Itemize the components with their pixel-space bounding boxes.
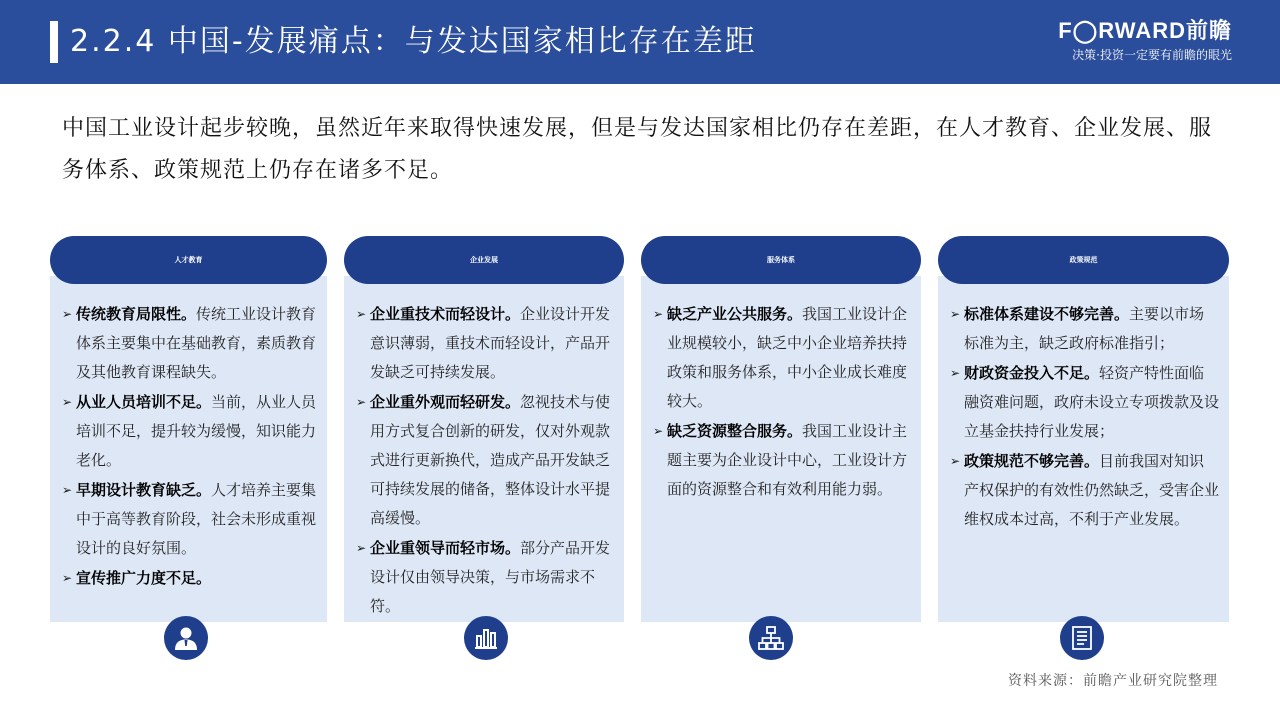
- item-text: 目前我国对知识产权保护的有效性仍然缺乏，受害企业维权成本过高，不利于产业发展。: [964, 452, 1220, 528]
- arrow-bullet-icon: ➢: [950, 366, 961, 380]
- list-item: [950, 300, 1219, 358]
- list-item: [356, 300, 614, 387]
- item-text: 忽视技术与使用方式复合创新的研发，仅对外观款式进行更新换代，造成产品开发缺乏可持续发展的储备，整体设计水平提高缓慢。: [370, 393, 611, 527]
- title-accent-bar: [50, 21, 58, 63]
- arrow-bullet-icon: ➢: [950, 307, 961, 321]
- intro-paragraph: 中国工业设计起步较晚，虽然近年来取得快速发展，但是与发达国家相比仍存在差距，在人才教育、企业发展、服务体系、政策规范上仍存在诸多不足。: [62, 116, 1213, 183]
- arrow-bullet-icon: ➢: [356, 541, 367, 555]
- logo-wordmark: F◯RWARD前瞻: [1058, 18, 1232, 43]
- item-text: 我国工业设计企业规模较小，缺乏中小企业培养扶持政策和服务体系，中小企业成长难度较大。: [667, 305, 908, 410]
- arrow-bullet-icon: ➢: [62, 571, 73, 585]
- list-item: [653, 417, 911, 504]
- brand-logo: [1058, 18, 1232, 64]
- list-item: [356, 534, 614, 621]
- document-icon: [1060, 616, 1104, 660]
- list-item: [62, 476, 317, 563]
- card-title-pill: 企业发展: [344, 236, 624, 284]
- arrow-bullet-icon: ➢: [950, 454, 961, 468]
- item-heading: 缺乏资源整合服务。: [667, 422, 803, 440]
- arrow-bullet-icon: ➢: [62, 307, 73, 321]
- list-item: [653, 300, 911, 416]
- card-enterprise-development: [344, 236, 624, 622]
- item-heading: 企业重外观而轻研发。: [370, 393, 521, 411]
- item-heading: 传统教育局限性。: [76, 305, 197, 323]
- list-item: [950, 359, 1219, 446]
- card-title-pill: 政策规范: [938, 236, 1229, 284]
- item-text: 当前，从业人员培训不足，提升较为缓慢，知识能力老化。: [76, 393, 317, 469]
- item-heading: 财政资金投入不足。: [964, 364, 1100, 382]
- item-text: 企业设计开发意识薄弱，重技术而轻设计，产品开发缺乏可持续发展。: [370, 305, 611, 381]
- item-heading: 缺乏产业公共服务。: [667, 305, 803, 323]
- item-text: 轻资产特性面临融资难问题，政府未设立专项拨款及设立基金扶持行业发展；: [964, 364, 1220, 440]
- arrow-bullet-icon: ➢: [653, 424, 664, 438]
- arrow-bullet-icon: ➢: [62, 483, 73, 497]
- page-title: 2.2.4 中国-发展痛点：与发达国家相比存在差距: [70, 24, 757, 59]
- arrow-bullet-icon: ➢: [356, 395, 367, 409]
- card-item-list: [950, 300, 1219, 535]
- item-heading: 企业重领导而轻市场。: [370, 539, 521, 557]
- card-item-list: [62, 300, 317, 594]
- arrow-bullet-icon: ➢: [653, 307, 664, 321]
- card-talent-education: [50, 236, 327, 622]
- arrow-bullet-icon: ➢: [356, 307, 367, 321]
- item-text: 我国工业设计主题主要为企业设计中心，工业设计方面的资源整合和有效利用能力弱。: [667, 422, 908, 498]
- item-text: 部分产品开发设计仅由领导决策，与市场需求不符。: [370, 539, 611, 615]
- item-heading: 政策规范不够完善。: [964, 452, 1100, 470]
- item-heading: 宣传推广力度不足。: [76, 569, 212, 587]
- item-heading: 企业重技术而轻设计。: [370, 305, 521, 323]
- card-title-pill: 人才教育: [50, 236, 327, 284]
- bar-chart-icon: [464, 616, 508, 660]
- item-heading: 从业人员培训不足。: [76, 393, 212, 411]
- item-text: 人才培养主要集中于高等教育阶段，社会未形成重视设计的良好氛围。: [76, 481, 317, 557]
- org-chart-icon: [749, 616, 793, 660]
- item-text: 传统工业设计教育体系主要集中在基础教育，素质教育及其他教育课程缺失。: [76, 305, 317, 381]
- list-item: [62, 564, 317, 593]
- card-policy-regulation: [938, 236, 1229, 622]
- arrow-bullet-icon: ➢: [62, 395, 73, 409]
- header-banner: [0, 0, 1280, 84]
- item-heading: 早期设计教育缺乏。: [76, 481, 212, 499]
- card-item-list: [653, 300, 911, 505]
- card-service-system: [641, 236, 921, 622]
- list-item: [62, 300, 317, 387]
- card-title-pill: 服务体系: [641, 236, 921, 284]
- source-note: 资料来源：前瞻产业研究院整理: [1008, 673, 1218, 689]
- card-item-list: [356, 300, 614, 622]
- list-item: [356, 388, 614, 533]
- item-text: 主要以市场标准为主，缺乏政府标准指引；: [964, 305, 1205, 352]
- list-item: [62, 388, 317, 475]
- person-icon: [164, 616, 208, 660]
- list-item: [950, 447, 1219, 534]
- item-heading: 标准体系建设不够完善。: [964, 305, 1130, 323]
- logo-slogan: 决策·投资一定要有前瞻的眼光: [1072, 48, 1232, 62]
